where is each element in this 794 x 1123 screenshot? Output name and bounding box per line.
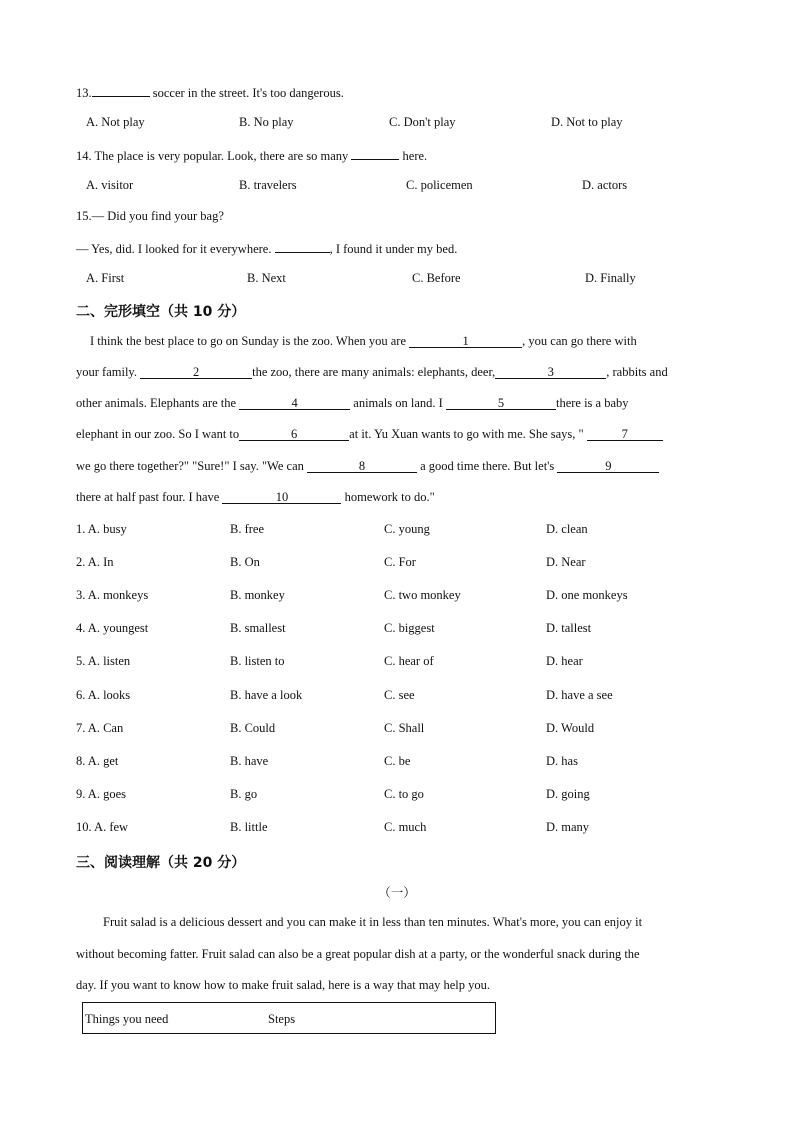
cloze-line-3 (76, 396, 629, 411)
q13-option-d: D. Not to play (551, 115, 623, 129)
cloze-option-7-c: C. Shall (384, 721, 425, 735)
cloze-option-7-b: B. Could (230, 721, 276, 735)
cloze-blank-10 (222, 491, 341, 504)
blank-number: 2 (192, 365, 200, 379)
blank-number: 3 (547, 365, 554, 379)
cloze-option-6-b: B. have a look (230, 688, 303, 702)
cloze-option-3-d: D. one monkeys (546, 588, 628, 602)
q13-option-b: B. No play (239, 115, 294, 129)
cloze-blank-8 (307, 460, 417, 473)
reading-paragraph-line-3: day. If you want to know how to make fruit salad, here is a way that may help you. (76, 978, 491, 992)
cloze-option-3-c: C. two monkey (384, 588, 461, 602)
passage-number: （一） (378, 886, 416, 900)
question-14 (76, 147, 427, 164)
cloze-text: at it. Yu Xuan wants to go with me. She says, " (349, 427, 587, 441)
q14-option-d: D. actors (582, 178, 628, 192)
cloze-line-2 (76, 365, 668, 380)
blank-number: 8 (358, 459, 366, 473)
section-2-title: 二、完形填空（共 10 分） (76, 304, 246, 320)
blank-number: 4 (291, 396, 298, 410)
cloze-option-5-c: C. hear of (384, 654, 434, 668)
cloze-text: I think the best place to go on Sunday is the zoo. When you are (90, 334, 410, 348)
cloze-blank-7 (587, 428, 663, 441)
cloze-text: animals on land. I (350, 396, 446, 410)
cloze-option-9-a: 9. A. goes (76, 787, 126, 801)
q14-option-a: A. visitor (86, 178, 134, 192)
blank-number: 7 (621, 427, 628, 441)
q13-option-c: C. Don't play (389, 115, 456, 129)
cloze-blank-5 (446, 397, 556, 410)
cloze-option-9-b: B. go (230, 787, 258, 801)
cloze-text: there is a baby (555, 396, 629, 410)
q15-option-d: D. Finally (585, 271, 636, 285)
cloze-option-2-b: B. On (230, 555, 260, 569)
q13-blank (92, 84, 150, 97)
cloze-option-10-a: 10. A. few (76, 820, 129, 834)
cloze-text: homework to do." (341, 490, 435, 504)
cloze-option-1-c: C. young (384, 522, 430, 536)
cloze-option-4-b: B. smallest (230, 621, 286, 635)
cloze-text: a good time there. But let's (417, 459, 558, 473)
q13-number: 13. (76, 86, 92, 100)
q14-text-a: 14. The place is very popular. Look, there are so many (76, 149, 352, 163)
cloze-option-2-c: C. For (384, 555, 416, 569)
cloze-option-5-d: D. hear (546, 654, 583, 668)
q15-option-a: A. First (86, 271, 125, 285)
q14-text-b: here. (399, 149, 428, 163)
cloze-text: , you can go there with (522, 334, 637, 348)
cloze-option-8-d: D. has (546, 754, 578, 768)
cloze-option-6-d: D. have a see (546, 688, 613, 702)
cloze-text: there at half past four. I have (76, 490, 223, 504)
cloze-line-1 (90, 334, 637, 349)
cloze-line-5 (76, 459, 659, 474)
cloze-option-7-a: 7. A. Can (76, 721, 124, 735)
cloze-line-4 (76, 427, 663, 442)
cloze-option-8-a: 8. A. get (76, 754, 119, 768)
cloze-option-6-a: 6. A. looks (76, 688, 131, 702)
blank-number: 9 (605, 459, 612, 473)
cloze-option-1-b: B. free (230, 522, 265, 536)
cloze-option-4-a: 4. A. youngest (76, 621, 149, 635)
cloze-option-10-c: C. much (384, 820, 427, 834)
recipe-table (82, 1002, 496, 1034)
blank-number: 10 (275, 490, 289, 504)
q13-text: soccer in the street. It's too dangerous. (149, 86, 344, 100)
question-15-answer (76, 240, 457, 257)
question-15: 15.— Did you find your bag? (76, 209, 224, 223)
cloze-blank-9 (557, 460, 659, 473)
cloze-option-7-d: D. Would (546, 721, 595, 735)
q15-text-a: — Yes, did. I looked for it everywhere. (76, 242, 275, 256)
cloze-option-4-c: C. biggest (384, 621, 435, 635)
cloze-option-3-b: B. monkey (230, 588, 285, 602)
cloze-option-1-d: D. clean (546, 522, 588, 536)
q15-blank (275, 240, 330, 253)
cloze-line-6 (76, 490, 435, 505)
cloze-blank-1 (409, 335, 522, 348)
cloze-option-1-a: 1. A. busy (76, 522, 127, 536)
q14-option-b: B. travelers (239, 178, 297, 192)
cloze-option-8-b: B. have (230, 754, 269, 768)
cloze-option-2-d: D. Near (546, 555, 586, 569)
cloze-text: we go there together?" "Sure!" I say. "We can (76, 459, 307, 473)
cloze-option-5-b: B. listen to (230, 654, 285, 668)
cloze-option-3-a: 3. A. monkeys (76, 588, 149, 602)
cloze-option-10-b: B. little (230, 820, 268, 834)
cloze-text: other animals. Elephants are the (76, 396, 240, 410)
q13-option-a: A. Not play (86, 115, 145, 129)
q14-option-c: C. policemen (406, 178, 473, 192)
table-header-things: Things you need (85, 1012, 169, 1026)
cloze-option-4-d: D. tallest (546, 621, 592, 635)
blank-number: 5 (497, 396, 505, 410)
section-3-title: 三、阅读理解（共 20 分） (76, 855, 246, 871)
cloze-option-9-c: C. to go (384, 787, 424, 801)
cloze-option-6-c: C. see (384, 688, 415, 702)
cloze-text: elephant in our zoo. So I want to (76, 427, 240, 441)
table-header-steps: Steps (268, 1012, 296, 1026)
cloze-text: the zoo, there are many animals: elephants, deer, (252, 365, 496, 379)
q15-option-b: B. Next (247, 271, 286, 285)
cloze-option-10-d: D. many (546, 820, 590, 834)
cloze-option-8-c: C. be (384, 754, 411, 768)
cloze-option-2-a: 2. A. In (76, 555, 114, 569)
cloze-blank-3 (495, 366, 606, 379)
cloze-blank-4 (239, 397, 350, 410)
q14-blank (351, 147, 399, 160)
reading-paragraph-line-1: Fruit salad is a delicious dessert and you can make it in less than ten minutes. What's more, you can enjoy it (103, 915, 643, 929)
question-13 (76, 84, 344, 101)
blank-number: 6 (291, 427, 298, 441)
cloze-option-9-d: D. going (546, 787, 590, 801)
cloze-option-5-a: 5. A. listen (76, 654, 131, 668)
cloze-text: your family. (76, 365, 141, 379)
blank-number: 1 (462, 334, 469, 348)
q15-text-b: , I found it under my bed. (329, 242, 458, 256)
q15-option-c: C. Before (412, 271, 461, 285)
reading-paragraph-line-2: without becoming fatter. Fruit salad can also be a great popular dish at a party, or the wonderful snack during the (76, 947, 640, 961)
cloze-blank-2 (140, 366, 252, 379)
cloze-blank-6 (239, 428, 349, 441)
cloze-text: , rabbits and (606, 365, 668, 379)
